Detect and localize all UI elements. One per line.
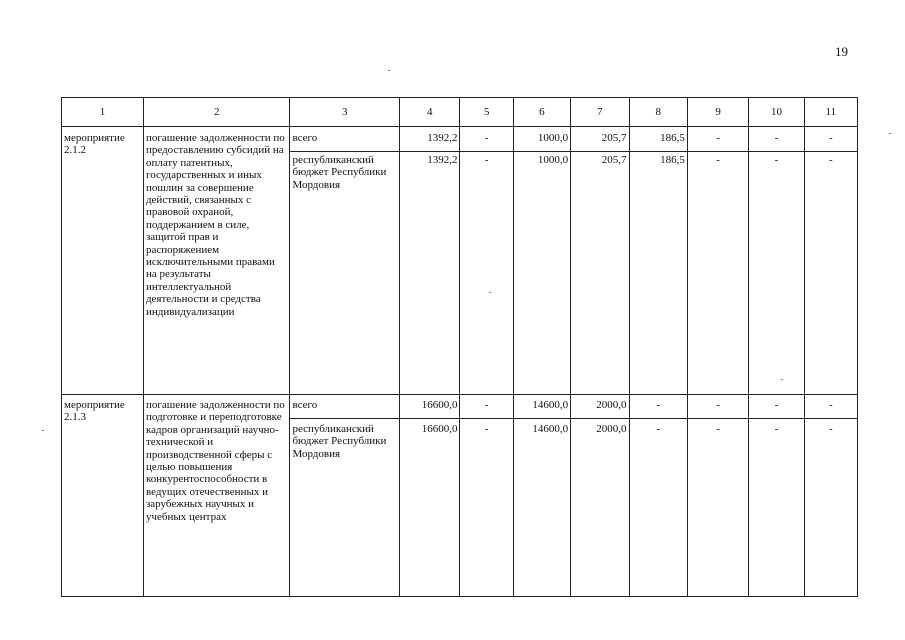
value-cell: 186,5 [629,127,687,152]
column-header: 7 [571,98,629,127]
value-cell: 205,7 [571,127,629,152]
table-header-row [62,98,858,127]
value-cell: - [629,419,687,597]
value-cell: 1392,2 [400,127,460,152]
source-cell: республиканский бюджет Республики Мордовия [290,152,400,395]
scan-speck [781,379,783,380]
source-cell: всего [290,127,400,152]
budget-table [61,97,858,597]
value-cell: - [687,395,748,419]
value-cell: - [687,152,748,395]
value-cell: - [804,419,857,597]
value-cell: - [460,127,513,152]
column-header: 10 [749,98,804,127]
column-header: 6 [513,98,570,127]
description-cell: погашение задолженности по предоставлению субсидий на оплату патентных, государственных и иных пошлин за совершение действий, связанных с правовой охраной, поддержанием в силе, защитой прав и распоряжением исключительными правами на результаты интеллектуальной деятельности и средства индивидуализации [143,127,289,395]
scan-speck [42,430,44,431]
value-cell: - [804,152,857,395]
value-cell: - [687,419,748,597]
value-cell: 186,5 [629,152,687,395]
column-header: 11 [804,98,857,127]
table-row [62,395,858,419]
value-cell: 16600,0 [400,419,460,597]
value-cell: 1000,0 [513,127,570,152]
column-header: 8 [629,98,687,127]
value-cell: - [804,395,857,419]
activity-cell: мероприятие 2.1.2 [62,127,144,395]
value-cell: - [749,395,804,419]
scan-speck [889,133,891,134]
column-header: 9 [687,98,748,127]
value-cell: - [749,152,804,395]
source-cell: республиканский бюджет Республики Мордовия [290,419,400,597]
source-cell: всего [290,395,400,419]
column-header: 3 [290,98,400,127]
value-cell: - [460,152,513,395]
value-cell: - [804,127,857,152]
scan-speck [489,292,491,293]
column-header: 4 [400,98,460,127]
value-cell: 2000,0 [571,419,629,597]
value-cell: 14600,0 [513,419,570,597]
column-header: 1 [62,98,144,127]
value-cell: 16600,0 [400,395,460,419]
value-cell: 205,7 [571,152,629,395]
column-header: 5 [460,98,513,127]
scan-speck [388,70,390,71]
value-cell: - [629,395,687,419]
value-cell: 14600,0 [513,395,570,419]
column-header: 2 [143,98,289,127]
value-cell: - [749,419,804,597]
page-number: 19 [835,44,848,59]
description-cell: погашение задолженности по подготовке и переподготовке кадров организаций научно-технической и производственной сферы с целью повышения конкурентоспособности в ведущих отечественных и зарубежных научных и учебных центрах [143,395,289,597]
table-row [62,127,858,152]
value-cell: 2000,0 [571,395,629,419]
value-cell: - [460,419,513,597]
value-cell: 1392,2 [400,152,460,395]
value-cell: - [749,127,804,152]
value-cell: - [687,127,748,152]
activity-cell: мероприятие 2.1.3 [62,395,144,597]
value-cell: 1000,0 [513,152,570,395]
value-cell: - [460,395,513,419]
